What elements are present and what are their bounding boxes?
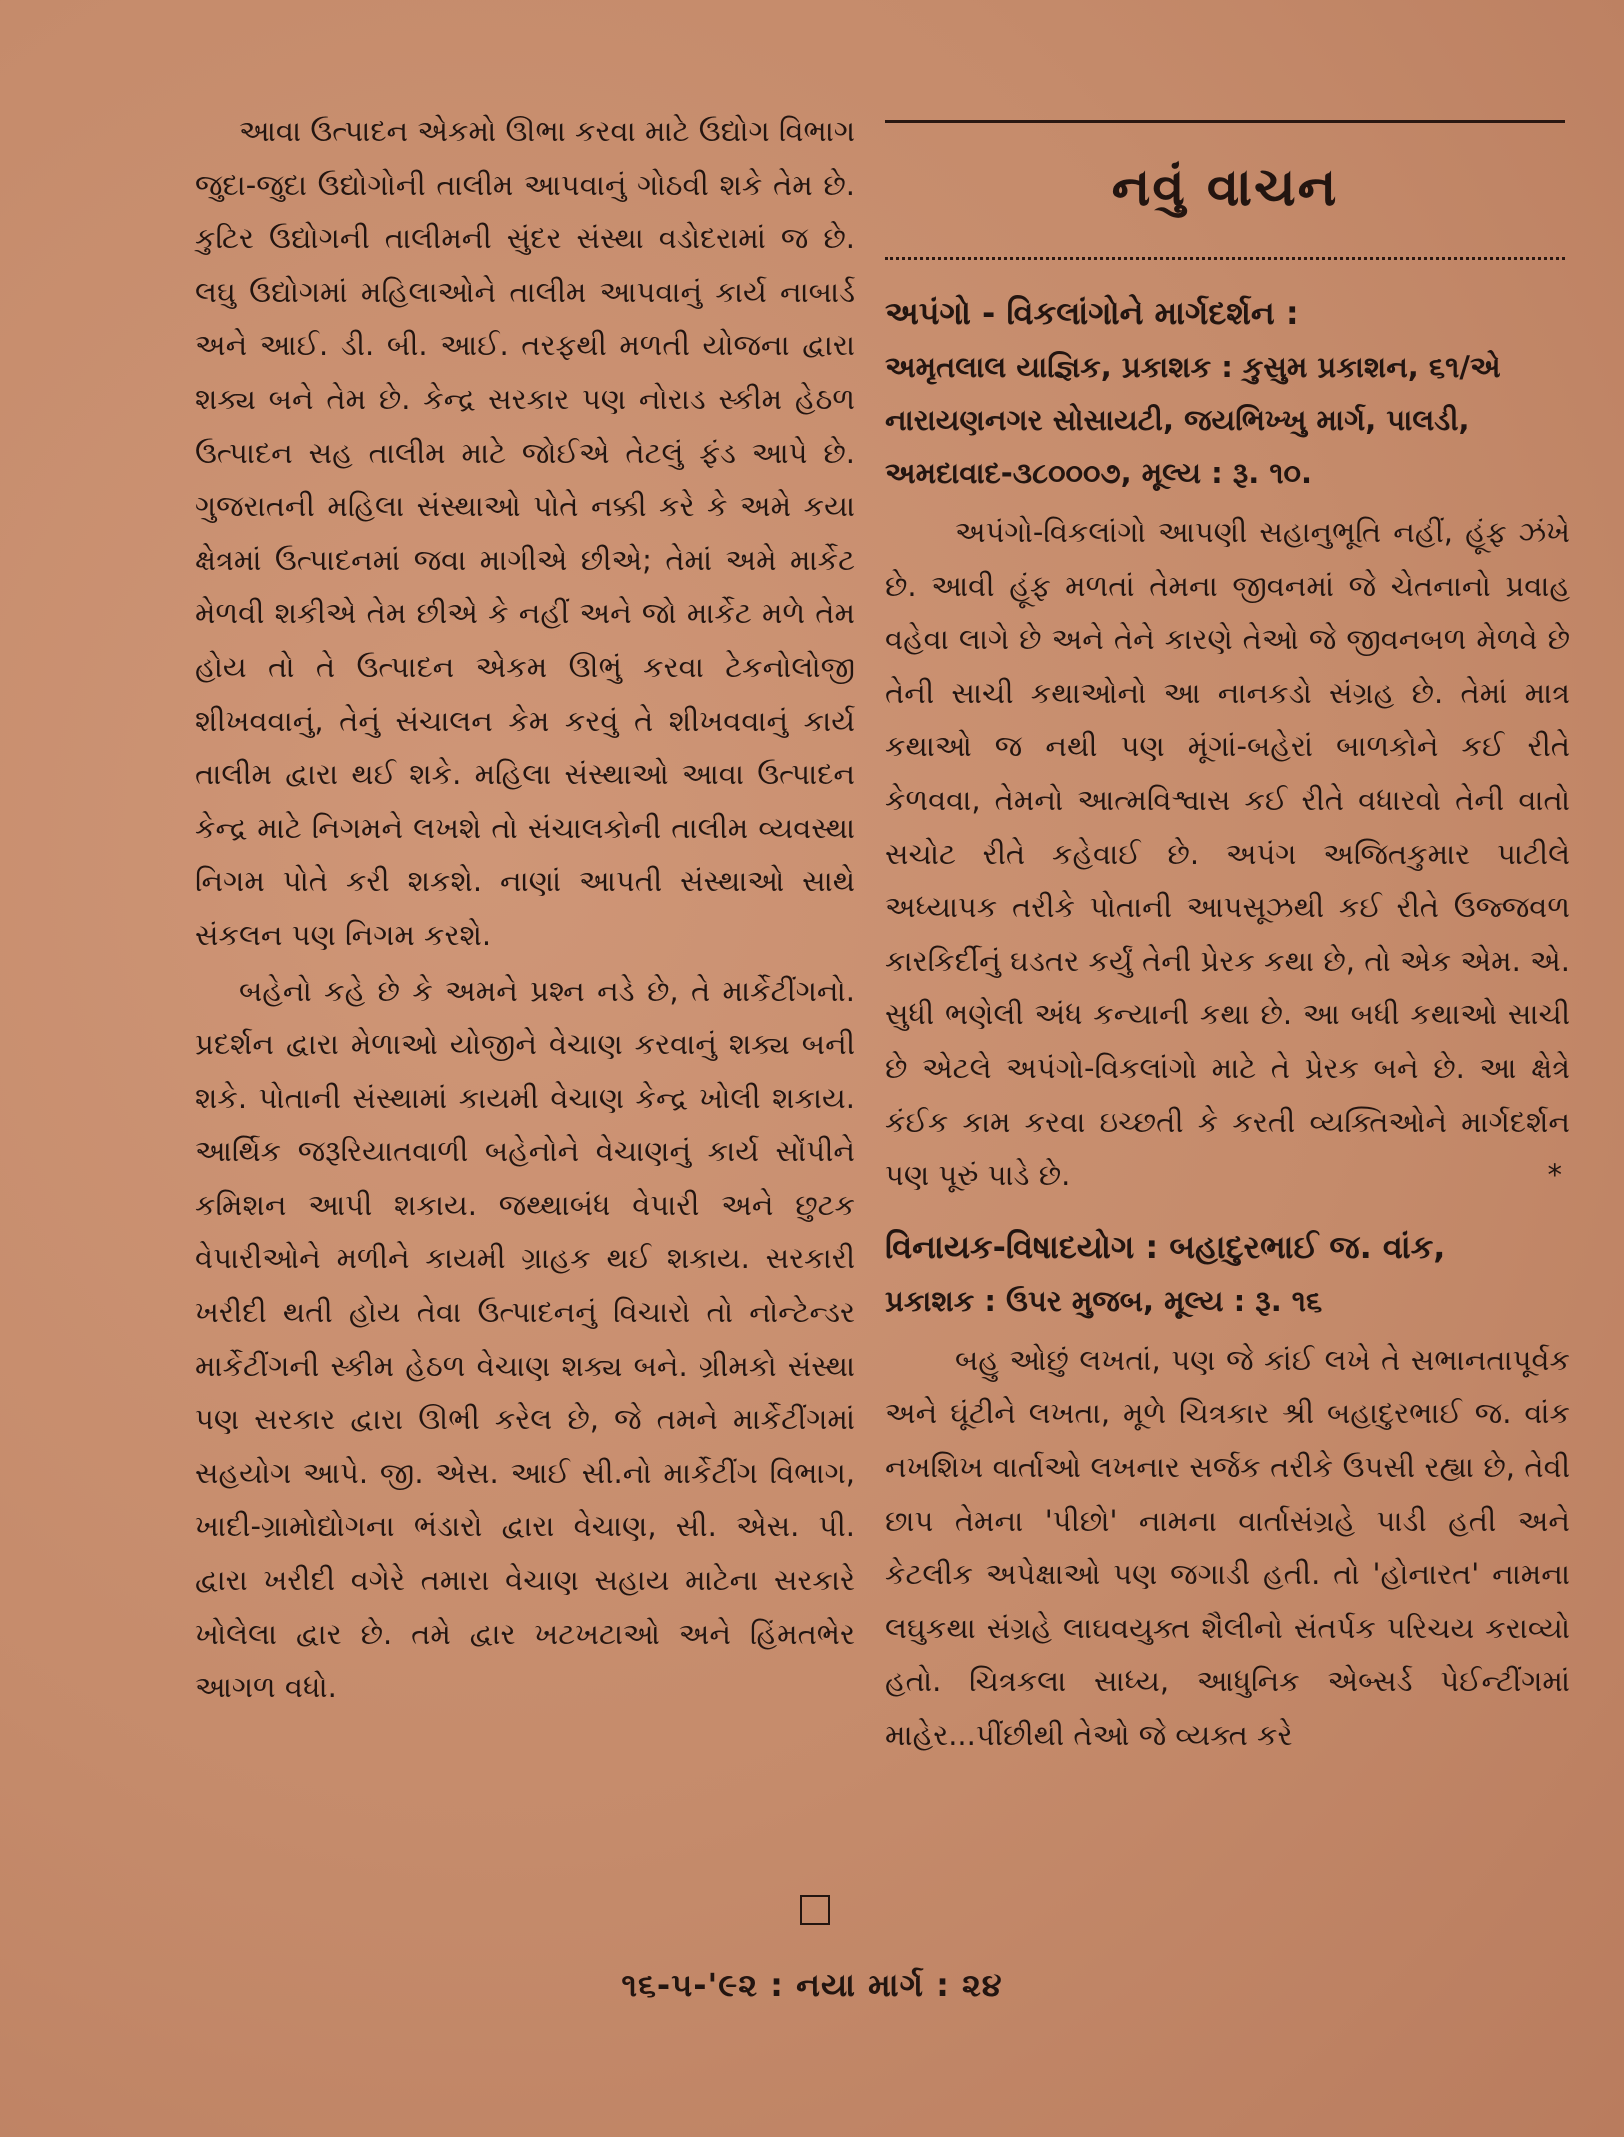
top-rule — [885, 120, 1565, 123]
book2-title: વિનાયક-વિષાદયોગ : બહાદુરભાઈ જ. વાંક, — [885, 1227, 1446, 1266]
left-column — [195, 105, 855, 1715]
left-paragraph-1: આવા ઉત્પાદન એકમો ઊભા કરવા માટે ઉદ્યોગ વિભાગ જુદા-જુદા ઉદ્યોગોની તાલીમ આપવાનું ગોઠવી શકે તેમ છે. કુટિર ઉદ્યોગની તાલીમની સુંદર સંસ્થા વડોદરામાં જ છે. લઘુ ઉદ્યોગમાં મહિલાઓને તાલીમ આપવાનું કાર્ય નાબાર્ડ અને આઈ. ડી. બી. આઈ. તરફથી મળતી યોજના દ્વારા શક્ય બને તેમ છે. કેન્દ્ર સરકાર પણ નોરાડ સ્કીમ હેઠળ ઉત્પાદન સહ તાલીમ માટે જોઈએ તેટલું ફંડ આપે છે. ગુજરાતની મહિલા સંસ્થાઓ પોતે નક્કી કરે કે અમે કયા ક્ષેત્રમાં ઉત્પાદનમાં જવા માગીએ છીએ; તેમાં અમે માર્કેટ મેળવી શકીએ તેમ છીએ કે નહીં અને જો માર્કેટ મળે તેમ હોય તો તે ઉત્પાદન એકમ ઊભું કરવા ટેકનોલોજી શીખવવાનું, તેનું સંચાલન કેમ કરવું તે શીખવવાનું કાર્ય તાલીમ દ્વારા થઈ શકે. મહિલા સંસ્થાઓ આવા ઉત્પાદન કેન્દ્ર માટે નિગમને લખશે તો સંચાલકોની તાલીમ વ્યવસ્થા નિગમ પોતે કરી શકશે. નાણાં આપતી સંસ્થાઓ સાથે સંકલન પણ નિગમ કરશે. — [195, 114, 855, 952]
article-end-box-icon — [800, 1895, 830, 1925]
section-title: નવું વાચન — [1111, 158, 1339, 218]
left-paragraph-2: બહેનો કહે છે કે અમને પ્રશ્ન નડે છે, તે માર્કેટીંગનો. પ્રદર્શન દ્વારા મેળાઓ યોજીને વેચાણ કરવાનું શક્ય બની શકે. પોતાની સંસ્થામાં કાયમી વેચાણ કેન્દ્ર ખોલી શકાય. આર્થિક જરૂરિયાતવાળી બહેનોને વેચાણનું કાર્ય સોંપીને કમિશન આપી શકાય. જથ્થાબંધ વેપારી અને છુટક વેપારીઓને મળીને કાયમી ગ્રાહક થઈ શકાય. સરકારી ખરીદી થતી હોય તેવા ઉત્પાદનનું વિચારો તો નોન્ટેન્ડર માર્કેટીંગની સ્કીમ હેઠળ વેચાણ શક્ય બને. ગ્રીમકો સંસ્થા પણ સરકાર દ્વારા ઊભી કરેલ છે, જે તમને માર્કેટીંગમાં સહયોગ આપે. જી. એસ. આઈ સી.નો માર્કેટીંગ વિભાગ, ખાદી-ગ્રામોદ્યોગના ભંડારો દ્વારા વેચાણ, સી. એસ. પી. દ્વારા ખરીદી વગેરે તમારા વેચાણ સહાય માટેના સરકારે ખોલેલા દ્વાર છે. તમે દ્વાર ખટખટાઓ અને હિંમતભેર આગળ વધો. — [195, 973, 855, 1705]
book1-title: અપંગો - વિકલાંગોને માર્ગદર્શન : — [885, 294, 1299, 332]
end-star: * — [1547, 1158, 1562, 1193]
book1-review-text: અપંગો-વિકલાંગો આપણી સહાનુભૂતિ નહીં, હૂંફ ઝંખે છે. આવી હૂંફ મળતાં તેમના જીવનમાં જે ચેતનાનો પ્રવાહ વહેવા લાગે છે અને તેને કારણે તેઓ જે જીવનબળ મેળવે છે તેની સાચી કથાઓનો આ નાનકડો સંગ્રહ છે. તેમાં માત્ર કથાઓ જ નથી પણ મૂંગાં-બહેરાં બાળકોને કઈ રીતે કેળવવા, તેમનો આત્મવિશ્વાસ કઈ રીતે વધારવો તેની વાતો સચોટ રીતે કહેવાઈ છે. અપંગ અજિતકુમાર પાટીલે અધ્યાપક તરીકે પોતાની આપસૂઝથી કઈ રીતે ઉજ્જવળ કારકિર્દીનું ઘડતર કર્યું તેની પ્રેરક કથા છે, તો એક એમ. એ. સુધી ભણેલી અંધ કન્યાની કથા છે. આ બધી કથાઓ સાચી છે એટલે અપંગો-વિકલાંગો માટે તે પ્રેરક બને છે. આ ક્ષેત્રે કંઈક કામ કરવા ઇચ્છતી કે કરતી વ્યક્તિઓને માર્ગદર્શન પણ પૂરું પાડે છે. — [885, 515, 1570, 1193]
page-footer-folio: ૧૬-૫-'૯૨ : નયા માર્ગ : ૨૪ — [621, 1966, 1003, 2004]
book2-meta: પ્રકાશક : ઉપર મુજબ, મૂલ્ય : રૂ. ૧૬ — [885, 1283, 1323, 1318]
book1-review — [885, 506, 1570, 1203]
right-column — [885, 285, 1570, 1762]
book2-review: બહુ ઓછું લખતાં, પણ જે કાંઈ લખે તે સભાનતાપૂર્વક અને ઘૂંટીને લખતા, મૂળે ચિત્રકાર શ્રી બહાદુરભાઈ જ. વાંક નખશિખ વાર્તાઓ લખનાર સર્જક તરીકે ઉપસી રહ્યા છે, તેવી છાપ તેમના 'પીછો' નામના વાર્તાસંગ્રહે પાડી હતી અને કેટલીક અપેક્ષાઓ પણ જગાડી હતી. તો 'હોનારત' નામના લઘુકથા સંગ્રહે લાઘવયુક્ત શૈલીનો સંતર્પક પરિચય કરાવ્યો હતો. ચિત્રકલા સાધ્ય, આધુનિક એબ્સર્ડ પેઈન્ટીંગમાં માહેર...પીંછીથી તેઓ જે વ્યક્ત કરે — [885, 1342, 1570, 1752]
dotted-divider — [885, 257, 1565, 260]
book1-meta: અમૃતલાલ યાજ્ઞિક, પ્રકાશક : કુસુમ પ્રકાશન, ૬૧/એ નારાયણનગર સોસાયટી, જયભિખ્ખુ માર્ગ, પાલડી, અમદાવાદ-૩૮૦૦૦૭, મૂલ્ય : રૂ. ૧૦. — [885, 350, 1501, 490]
